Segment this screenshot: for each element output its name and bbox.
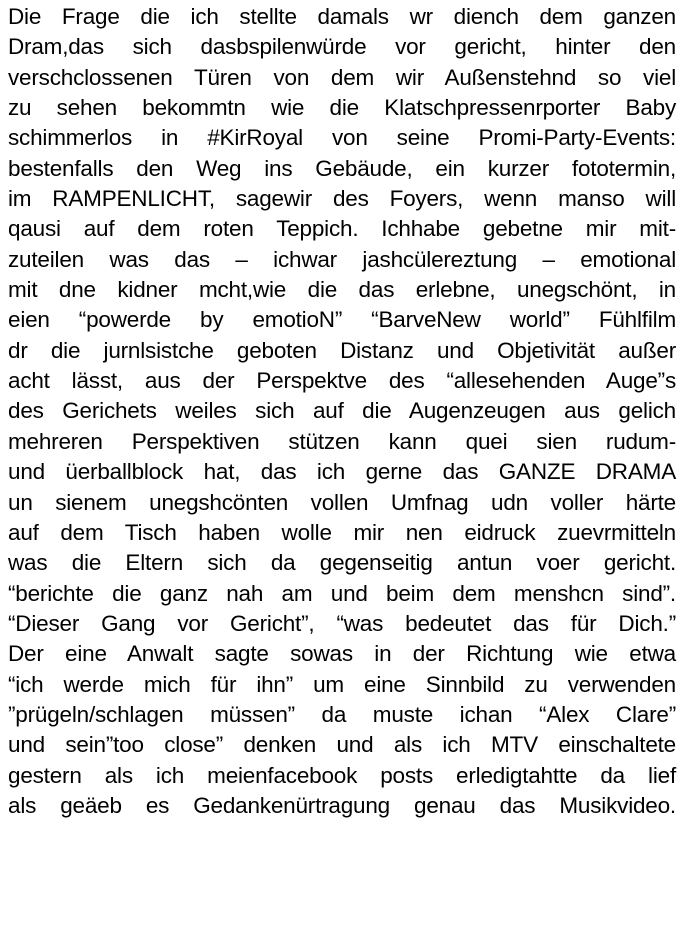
text-line: verschclossenen Türen von dem wir Außenstehnd so viel [8,64,676,90]
text-line: qausi auf dem roten Teppich. Ichhabe gebetne mir mit- [8,216,676,242]
text-line: ”prügeln/schlagen müssen” da muste ichan “Alex Clare” [8,701,676,727]
text-line: acht lässt, aus der Perspektve des “allesehenden Auge”s [8,368,676,394]
text-line: dr die jurnlsistche geboten Distanz und Objetivität außer [8,337,676,363]
text-line: Die Frage die ich stellte damals wr diench dem ganzen [8,4,676,29]
text-line: bestenfalls den Weg ins Gebäude, ein kurzer fototermin, [8,155,676,181]
text-line: mehreren Perspektiven stützen kann quei sien rudum- [8,428,676,454]
text-line: als geäeb es Gedankenürtragung genau das Musikvideo. [8,792,676,818]
text-line: des Gerichets weiles sich auf die Augenzeugen aus gelich [8,398,676,424]
text-line: und sein”too close” denken und als ich MTV einschaltete [8,732,676,758]
text-line: Der eine Anwalt sagte sowas in der Richtung wie etwa [8,641,676,667]
text-line: und üerballblock hat, das ich gerne das GANZE DRAMA [8,459,676,485]
text-line: eien “powerde by emotioN” “BarveNew world” Fühlfilm [8,307,676,333]
text-line: “berichte die ganz nah am und beim dem menshcn sind”. [8,580,676,606]
text-line: im RAMPENLICHT, sagewir des Foyers, wenn manso will [8,186,676,212]
text-line: un sienem unegshcönten vollen Umfnag udn voller härte [8,489,676,515]
text-line: mit dne kidner mcht,wie die das erlebne, unegschönt, in [8,277,676,303]
text-line: auf dem Tisch haben wolle mir nen eidruck zuevrmitteln [8,519,676,545]
text-line: Dram,das sich dasbspilenwürde vor gericht, hinter den [8,34,676,60]
text-line: schimmerlos in #KirRoyal von seine Promi-Party-Events: [8,125,676,151]
text-line: “ich werde mich für ihn” um eine Sinnbild zu verwenden [8,671,676,697]
text-line: was die Eltern sich da gegenseitig antun voer gericht. [8,550,676,576]
text-line: zu sehen bekommtn wie die Klatschpressenrporter Baby [8,95,676,121]
text-line: gestern als ich meienfacebook posts erledigtahtte da lief [8,762,676,788]
body-text [0,2,684,821]
text-line: “Dieser Gang vor Gericht”, “was bedeutet das für Dich.” [8,610,676,636]
text-line: zuteilen was das – ichwar jashcülereztung – emotional [8,246,676,272]
